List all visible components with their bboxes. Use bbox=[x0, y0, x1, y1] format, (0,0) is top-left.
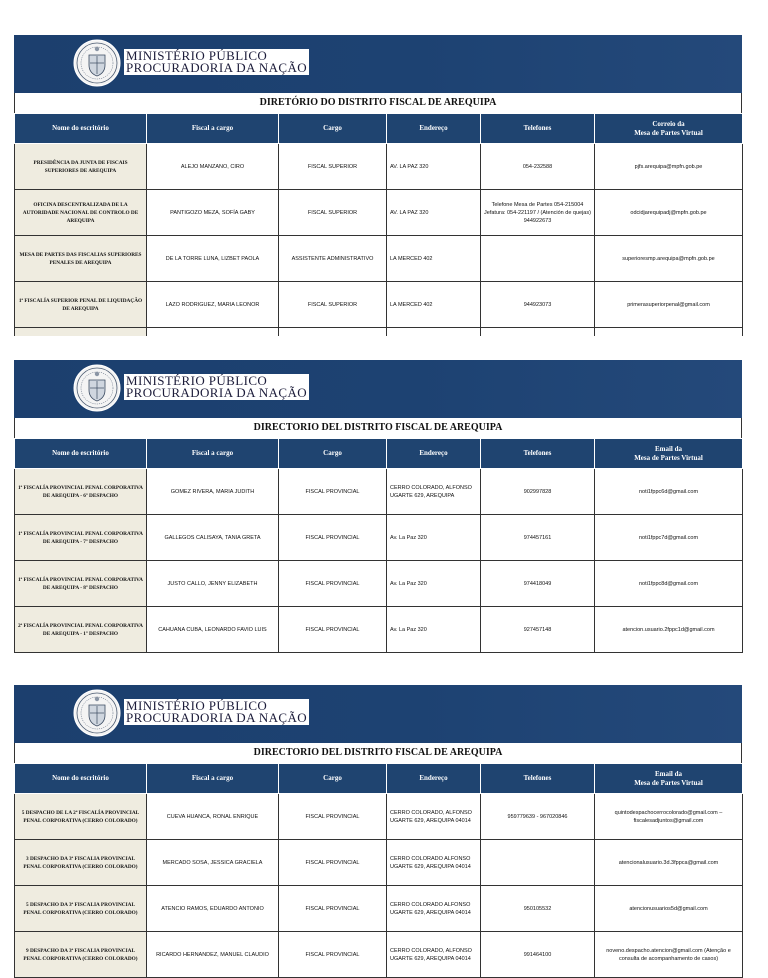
header-telefones: Telefones bbox=[481, 114, 595, 144]
email-cell[interactable]: quintodespachocerrocolorado@gmail.com – fiscalesadjuntos@gmail.com bbox=[595, 794, 743, 840]
fiscal-cell: JUSTO CALLO, JENNY ELIZABETH bbox=[147, 561, 279, 607]
office-cell: 3 DESPACHO DA 3ª FISCALIA PROVINCIAL PENAL CORPORATIVA (CERRO COLORADO) bbox=[15, 840, 147, 886]
header-telefones: Telefones bbox=[481, 439, 595, 469]
cargo-cell: FISCAL PROVINCIAL bbox=[279, 561, 387, 607]
office-cell: PRESIDÊNCIA DA JUNTA DE FISCAIS SUPERIORES DE AREQUIPA bbox=[15, 144, 147, 190]
fiscal-cell: DE LA TORRE LUNA, LIZBET PAOLA bbox=[147, 236, 279, 282]
phone-cell bbox=[481, 236, 595, 282]
fiscal-cell: ATENCIO RAMOS, EDUARDO ANTONIO bbox=[147, 886, 279, 932]
address-cell: CERRO COLORADO ALFONSO UGARTE 629, AREQUIPA 04014 bbox=[387, 840, 481, 886]
fiscal-cell: CUEVA HUANCA, RONAL ENRIQUE bbox=[147, 794, 279, 840]
header-cargo: Cargo bbox=[279, 439, 387, 469]
table-row bbox=[15, 794, 743, 840]
fiscal-cell: LAZO RODRIGUEZ, MARIA LEONOR bbox=[147, 282, 279, 328]
address-cell: CERRO COLORADO ALFONSO UGARTE 629, AREQUIPA 04014 bbox=[387, 886, 481, 932]
email-cell[interactable]: noti1fppc8d@gmail.com bbox=[595, 561, 743, 607]
address-cell: LA MERCED 402 bbox=[387, 282, 481, 328]
institution-logo-text bbox=[124, 49, 309, 75]
table-row bbox=[15, 840, 743, 886]
table-row bbox=[15, 515, 743, 561]
fiscal-cell: ALEJO MANZANO, CIRO bbox=[147, 144, 279, 190]
email-cell[interactable]: odcidjarequipadj@mpfn.gob.pe bbox=[595, 190, 743, 236]
fiscal-cell: RICARDO HERNANDEZ, MANUEL CLAUDIO bbox=[147, 932, 279, 978]
address-cell: Av. La Paz 320 bbox=[387, 607, 481, 653]
office-cell: 1ª FISCALÍA PROVINCIAL PENAL CORPORATIVA DE AREQUIPA - 8º DESPACHO bbox=[15, 561, 147, 607]
phone-cell: 991464100 bbox=[481, 932, 595, 978]
office-cell: 5 DESPACHO DE LA 2ª FISCALÍA PROVINCIAL PENAL CORPORATIVA (CERRO COLORADO) bbox=[15, 794, 147, 840]
address-cell: LA MERCED 402 bbox=[387, 236, 481, 282]
phone-cell: 959779639 - 967020846 bbox=[481, 794, 595, 840]
directory-table bbox=[14, 763, 743, 978]
phone-cell bbox=[481, 840, 595, 886]
logo-line-2: PROCURADORIA DA NAÇÃO bbox=[126, 385, 308, 400]
header-telefones: Telefones bbox=[481, 764, 595, 794]
header-endereco: Endereço bbox=[387, 439, 481, 469]
institution-logo-text bbox=[124, 699, 309, 725]
logo-line-1: MINISTÉRIO PÚBLICO bbox=[126, 48, 268, 63]
cargo-cell: FISCAL PROVINCIAL bbox=[279, 607, 387, 653]
email-cell[interactable]: superioresmp.arequipa@mpfn.gob.pe bbox=[595, 236, 743, 282]
fiscal-cell: GOMEZ RIVERA, MARIA JUDITH bbox=[147, 469, 279, 515]
logo-line-1: MINISTÉRIO PÚBLICO bbox=[126, 373, 268, 388]
email-cell[interactable]: noveno.despacho.atencion@gmail.com (Atenção e consulta de acompanhamento de casos) bbox=[595, 932, 743, 978]
header-office: Nome do escritório bbox=[15, 114, 147, 144]
cargo-cell: FISCAL SUPERIOR bbox=[279, 144, 387, 190]
email-cell[interactable]: pjfs.arequipa@mpfn.gob.pe bbox=[595, 144, 743, 190]
phone-cell: Telefone Mesa de Partes 054-215004 Jefatura: 054-221197 / (Atención de quejas) 944922673 bbox=[481, 190, 595, 236]
address-cell: Av. La Paz 320 bbox=[387, 515, 481, 561]
directory-section bbox=[14, 35, 742, 336]
header-endereco: Endereço bbox=[387, 764, 481, 794]
institution-logo-text bbox=[124, 374, 309, 400]
office-cell: 1ª FISCALÍA PROVINCIAL PENAL CORPORATIVA DE AREQUIPA - 6º DESPACHO bbox=[15, 469, 147, 515]
empty-cell bbox=[387, 328, 481, 336]
cargo-cell: FISCAL PROVINCIAL bbox=[279, 515, 387, 561]
header-email: Email da Mesa de Partes Virtual bbox=[595, 764, 743, 794]
fiscal-cell: MERCADO SOSA, JESSICA GRACIELA bbox=[147, 840, 279, 886]
address-cell: AV. LA PAZ 320 bbox=[387, 144, 481, 190]
phone-cell: 054-232588 bbox=[481, 144, 595, 190]
address-cell: AV. LA PAZ 320 bbox=[387, 190, 481, 236]
cargo-cell: ASSISTENTE ADMINISTRATIVO bbox=[279, 236, 387, 282]
header-office: Nome do escritório bbox=[15, 764, 147, 794]
logo-line-1: MINISTÉRIO PÚBLICO bbox=[126, 698, 268, 713]
phone-cell: 944923073 bbox=[481, 282, 595, 328]
cargo-cell: FISCAL PROVINCIAL bbox=[279, 794, 387, 840]
header-email: Email da Mesa de Partes Virtual bbox=[595, 439, 743, 469]
email-cell[interactable]: noti1fppc6d@gmail.com bbox=[595, 469, 743, 515]
header-fiscal: Fiscal a cargo bbox=[147, 114, 279, 144]
email-cell[interactable]: noti1fppc7d@gmail.com bbox=[595, 515, 743, 561]
office-cell: 1ª FISCALÍA SUPERIOR PENAL DE LIQUIDAÇÃO DE AREQUIPA bbox=[15, 282, 147, 328]
directory-title: DIRETÓRIO DO DISTRITO FISCAL DE AREQUIPA bbox=[14, 93, 742, 113]
cargo-cell: FISCAL PROVINCIAL bbox=[279, 886, 387, 932]
office-cell: 2ª FISCALÍA PROVINCIAL PENAL CORPORATIVA DE AREQUIPA - 1º DESPACHO bbox=[15, 607, 147, 653]
phone-cell: 974418049 bbox=[481, 561, 595, 607]
table-row bbox=[15, 561, 743, 607]
ministerio-publico-emblem-icon bbox=[72, 38, 122, 88]
office-cell: 9 DESPACHO DA 3ª FISCALIA PROVINCIAL PENAL CORPORATIVA (CERRO COLORADO) bbox=[15, 932, 147, 978]
empty-cell bbox=[595, 328, 743, 336]
address-cell: CERRO COLORADO, ALFONSO UGARTE 629, AREQUIPA 04014 bbox=[387, 932, 481, 978]
empty-cell bbox=[147, 328, 279, 336]
cargo-cell: FISCAL PROVINCIAL bbox=[279, 469, 387, 515]
address-cell: CERRO COLORADO, ALFONSO UGARTE 629, AREQUIPA 04014 bbox=[387, 794, 481, 840]
directory-title: DIRECTORIO DEL DISTRITO FISCAL DE AREQUIPA bbox=[14, 743, 742, 763]
fiscal-cell: CAHUANA CUBA, LEONARDO FAVIO LUIS bbox=[147, 607, 279, 653]
directory-table bbox=[14, 113, 743, 336]
empty-cell bbox=[15, 328, 147, 336]
cargo-cell: FISCAL SUPERIOR bbox=[279, 190, 387, 236]
table-row bbox=[15, 607, 743, 653]
directory-title: DIRECTORIO DEL DISTRITO FISCAL DE AREQUIPA bbox=[14, 418, 742, 438]
email-cell[interactable]: atencionalusuario.3d.3fppca@gmail.com bbox=[595, 840, 743, 886]
header-office: Nome do escritório bbox=[15, 439, 147, 469]
phone-cell: 974457161 bbox=[481, 515, 595, 561]
cargo-cell: FISCAL PROVINCIAL bbox=[279, 932, 387, 978]
phone-cell: 950105532 bbox=[481, 886, 595, 932]
office-cell: 1ª FISCALÍA PROVINCIAL PENAL CORPORATIVA DE AREQUIPA - 7º DESPACHO bbox=[15, 515, 147, 561]
logo-line-2: PROCURADORIA DA NAÇÃO bbox=[126, 710, 308, 725]
header-fiscal: Fiscal a cargo bbox=[147, 439, 279, 469]
header-fiscal: Fiscal a cargo bbox=[147, 764, 279, 794]
table-row-continuation bbox=[15, 328, 743, 336]
email-cell[interactable]: atencion.usuario.2fppc1d@gmail.com bbox=[595, 607, 743, 653]
email-cell[interactable]: primerasuperiorpenal@gmail.com bbox=[595, 282, 743, 328]
address-cell: Av. La Paz 320 bbox=[387, 561, 481, 607]
table-row bbox=[15, 886, 743, 932]
directory-table bbox=[14, 438, 743, 653]
header-cargo: Cargo bbox=[279, 764, 387, 794]
cargo-cell: FISCAL PROVINCIAL bbox=[279, 840, 387, 886]
logo-line-2: PROCURADORIA DA NAÇÃO bbox=[126, 60, 308, 75]
header-email: Correio da Mesa de Partes Virtual bbox=[595, 114, 743, 144]
directory-section bbox=[14, 685, 742, 978]
header-banner bbox=[14, 685, 742, 743]
phone-cell: 927457148 bbox=[481, 607, 595, 653]
table-row bbox=[15, 190, 743, 236]
header-banner bbox=[14, 35, 742, 93]
table-row bbox=[15, 144, 743, 190]
directory-section bbox=[14, 360, 742, 653]
header-banner bbox=[14, 360, 742, 418]
email-cell[interactable]: atencionusuarios5d@gmail.com bbox=[595, 886, 743, 932]
office-cell: OFICINA DESCENTRALIZADA DE LA AUTORIDADE NACIONAL DE CONTROLO DE AREQUIPA bbox=[15, 190, 147, 236]
phone-cell: 902997828 bbox=[481, 469, 595, 515]
ministerio-publico-emblem-icon bbox=[72, 688, 122, 738]
cargo-cell: FISCAL SUPERIOR bbox=[279, 282, 387, 328]
table-row bbox=[15, 469, 743, 515]
office-cell: 5 DESPACHO DA 3ª FISCALIA PROVINCIAL PENAL CORPORATIVA (CERRO COLORADO) bbox=[15, 886, 147, 932]
header-endereco: Endereço bbox=[387, 114, 481, 144]
table-row bbox=[15, 932, 743, 978]
empty-cell bbox=[481, 328, 595, 336]
table-row bbox=[15, 282, 743, 328]
address-cell: CERRO COLORADO, ALFONSO UGARTE 629, AREQUIPA bbox=[387, 469, 481, 515]
table-row bbox=[15, 236, 743, 282]
ministerio-publico-emblem-icon bbox=[72, 363, 122, 413]
fiscal-cell: PANTIGOZO MEZA, SOFÍA GABY bbox=[147, 190, 279, 236]
fiscal-cell: GALLEGOS CALISAYA, TANIA GRETA bbox=[147, 515, 279, 561]
header-cargo: Cargo bbox=[279, 114, 387, 144]
office-cell: MESA DE PARTES DAS FISCALIAS SUPERIORES PENALES DE AREQUIPA bbox=[15, 236, 147, 282]
empty-cell bbox=[279, 328, 387, 336]
